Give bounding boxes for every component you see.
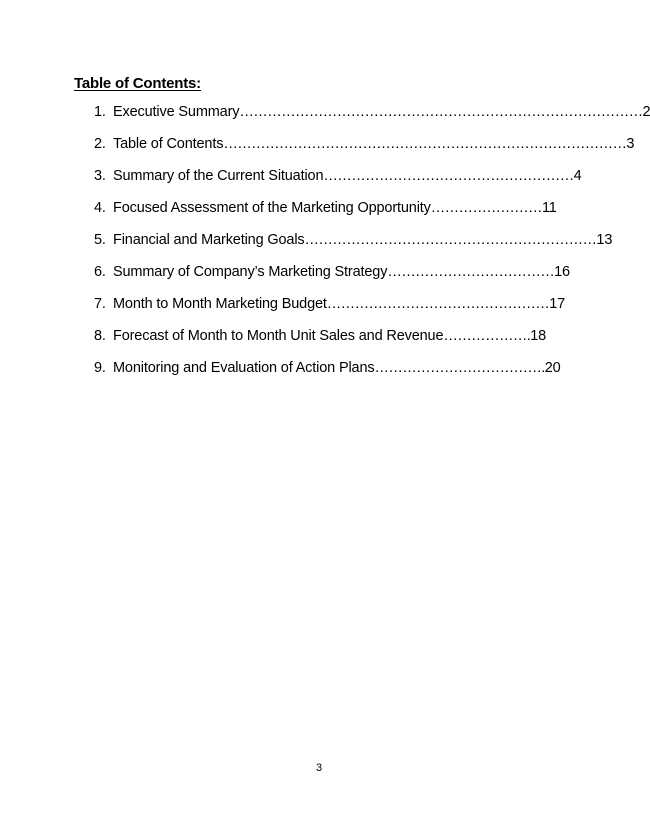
toc-entry-page: 11	[541, 200, 557, 216]
toc-entry-leader: ……………………………….	[374, 360, 545, 376]
toc-entry	[94, 197, 557, 219]
toc-entry-leader: ………………………………	[387, 264, 555, 280]
toc-entry	[94, 101, 650, 123]
toc-entry-leader: ……………………	[430, 200, 542, 216]
toc-entry-page: 4	[573, 168, 582, 184]
toc-entry-title: Financial and Marketing Goals	[113, 232, 305, 248]
toc-entry-title: Table of Contents	[113, 136, 224, 152]
toc-entry-page: 20	[544, 360, 561, 376]
toc-entry-leader: ……………….	[443, 328, 531, 344]
toc-entry	[94, 165, 582, 187]
toc-entry	[94, 293, 565, 315]
toc-entry-number: 9.	[94, 360, 106, 376]
page-number: 3	[315, 762, 323, 774]
toc-entry-page: 13	[596, 232, 613, 248]
toc-entry-page: 2	[642, 104, 650, 120]
toc-entry-number: 4.	[94, 200, 106, 216]
toc-entry-number: 3.	[94, 168, 106, 184]
toc-entry-title: Month to Month Marketing Budget	[113, 296, 327, 312]
toc-entry-title: Summary of Company’s Marketing Strategy	[113, 264, 388, 280]
toc-entry-number: 5.	[94, 232, 106, 248]
toc-entry	[94, 357, 561, 379]
toc-entry	[94, 229, 612, 251]
toc-entry-leader: ………………………………………………………	[304, 232, 597, 248]
toc-entry	[94, 261, 570, 283]
toc-entry-page: 16	[554, 264, 570, 280]
toc-entry-page: 18	[530, 328, 547, 344]
toc-heading: Table of Contents:	[74, 75, 201, 92]
toc-entry-title: Forecast of Month to Month Unit Sales and Revenue	[113, 328, 444, 344]
toc-entry-title: Focused Assessment of the Marketing Opportunity	[113, 200, 431, 216]
toc-entry-number: 1.	[94, 104, 106, 120]
toc-entry-number: 6.	[94, 264, 106, 280]
toc-entry-leader: …………………………………………	[326, 296, 550, 312]
toc-entry-number: 8.	[94, 328, 106, 344]
toc-entry-number: 2.	[94, 136, 106, 152]
toc-entry-leader: ……………………………………………………………………………	[223, 136, 627, 152]
toc-entry-number: 7.	[94, 296, 106, 312]
toc-entry	[94, 133, 634, 155]
toc-entry-title: Monitoring and Evaluation of Action Plans	[113, 360, 375, 376]
toc-entry-page: 3	[626, 136, 635, 152]
toc-entry-page: 17	[549, 296, 566, 312]
toc-entry-leader: ………………………………………………	[323, 168, 574, 184]
toc-entry-leader: ……………………………………………………………………………	[239, 104, 643, 120]
toc-entry	[94, 325, 546, 347]
toc-entry-title: Executive Summary	[113, 104, 240, 120]
toc-entry-title: Summary of the Current Situation	[113, 168, 324, 184]
